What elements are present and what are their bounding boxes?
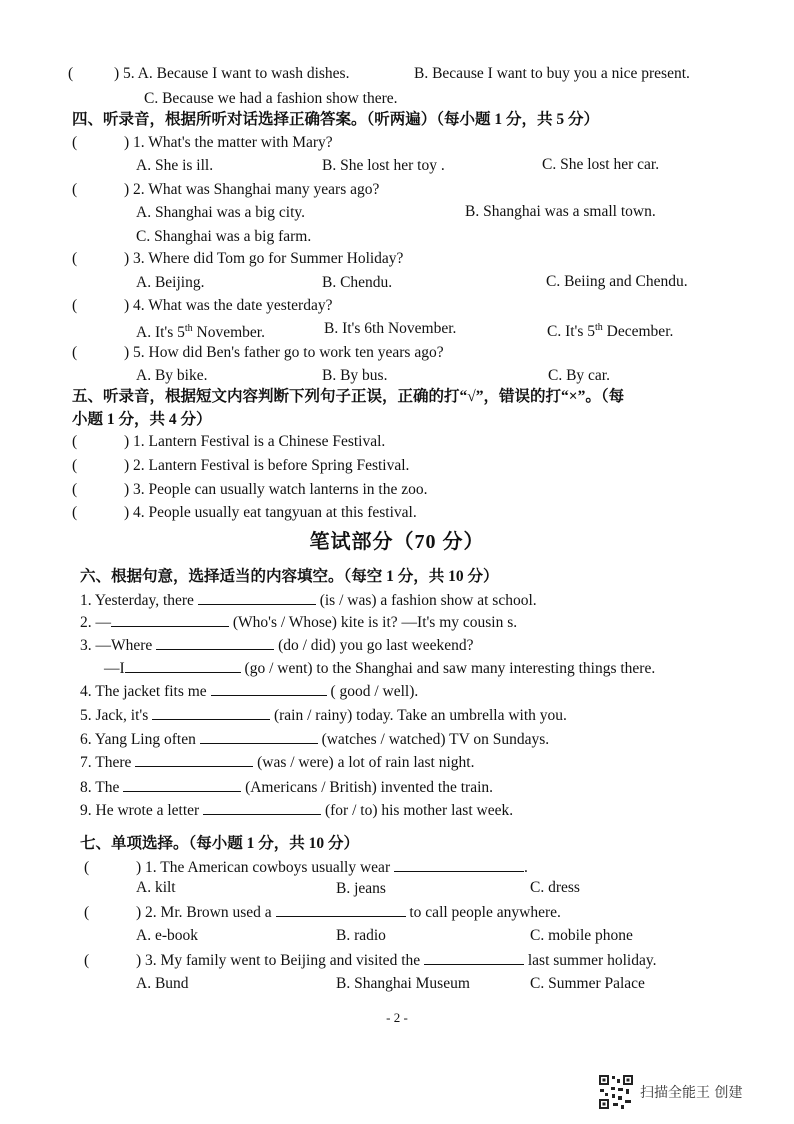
s7-q2-a: A. e-book xyxy=(136,927,198,944)
s4-q3-stem: ( ) 3. Where did Tom go for Summer Holiday? xyxy=(72,250,404,267)
answer-paren[interactable]: ( xyxy=(84,952,90,969)
answer-paren[interactable]: ( xyxy=(72,504,78,521)
s7-q1-a: A. kilt xyxy=(136,879,176,896)
s5-item-2: ( ) 2. Lantern Festival is before Spring Festival. xyxy=(72,457,410,474)
q3-5-option-c: C. Because we had a fashion show there. xyxy=(144,90,398,107)
answer-paren[interactable]: ( xyxy=(72,457,78,474)
s4-q3-b: B. Chendu. xyxy=(322,274,393,291)
s7-q2-c: C. mobile phone xyxy=(530,927,633,944)
s7-q1-c: C. dress xyxy=(530,879,580,896)
s6-q4: 4. The jacket fits me ( good / well). xyxy=(80,683,419,700)
scanner-footer-text: 扫描全能王 创建 xyxy=(640,1085,743,1101)
s7-q2-stem: ( ) 2. Mr. Brown used a to call people anywhere. xyxy=(84,904,561,921)
s7-q3-c: C. Summer Palace xyxy=(530,975,645,992)
fill-blank[interactable] xyxy=(135,752,253,767)
answer-paren[interactable]: ( xyxy=(68,65,74,82)
s6-q3b: —I (go / went) to the Shanghai and saw many interesting things there. xyxy=(104,660,656,677)
s7-q3-stem: ( ) 3. My family went to Beijing and visited the last summer holiday. xyxy=(84,952,657,969)
s4-q2-stem: ( ) 2. What was Shanghai many years ago? xyxy=(72,181,380,198)
section-5-heading-line1: 五、听录音，根据短文内容判断下列句子正误，正确的打“√”，错误的打“×”。（每 xyxy=(72,388,625,405)
answer-paren[interactable]: ( xyxy=(72,250,78,267)
s6-q2: 2. — (Who's / Whose) kite is it? —It's my cousin s. xyxy=(80,614,518,631)
s6-q1: 1. Yesterday, there (is / was) a fashion show at school. xyxy=(80,592,537,609)
q3-5-stem: ) 5. A. Because I want to wash dishes. xyxy=(114,65,350,82)
s4-q4-a: A. It's 5th November. xyxy=(136,323,265,342)
s4-q1-stem: ( ) 1. What's the matter with Mary? xyxy=(72,134,333,151)
fill-blank[interactable] xyxy=(125,658,241,673)
fill-blank[interactable] xyxy=(198,590,316,605)
s6-q3: 3. —Where (do / did) you go last weekend? xyxy=(80,637,474,654)
s7-q1-stem: ( ) 1. The American cowboys usually wear . xyxy=(84,859,528,876)
s4-q5-a: A. By bike. xyxy=(136,367,208,384)
fill-blank[interactable] xyxy=(394,857,524,872)
s4-q5-c: C. By car. xyxy=(548,367,610,384)
fill-blank[interactable] xyxy=(156,635,274,650)
s4-q2-c: C. Shanghai was a big farm. xyxy=(136,228,312,245)
s6-q9: 9. He wrote a letter (for / to) his mother last week. xyxy=(80,802,514,819)
s4-q5-b: B. By bus. xyxy=(322,367,388,384)
answer-paren[interactable]: ( xyxy=(72,344,78,361)
answer-paren[interactable]: ( xyxy=(72,181,78,198)
s4-q4-b: B. It's 6th November. xyxy=(324,320,457,337)
s5-item-4: ( ) 4. People usually eat tangyuan at this festival. xyxy=(72,504,417,521)
answer-paren[interactable]: ( xyxy=(72,134,78,151)
s4-q1-c: C. She lost her car. xyxy=(542,156,660,173)
s4-q3-a: A. Beijing. xyxy=(136,274,205,291)
s7-q2-b: B. radio xyxy=(336,927,386,944)
s4-q3-c: C. Beiing and Chendu. xyxy=(546,273,688,290)
q3-5-line xyxy=(68,64,349,84)
answer-paren[interactable]: ( xyxy=(84,904,90,921)
s6-q5: 5. Jack, it's (rain / rainy) today. Take an umbrella with you. xyxy=(80,707,567,724)
s7-q1-b: B. jeans xyxy=(336,880,386,897)
fill-blank[interactable] xyxy=(276,902,406,917)
section-7-heading: 七、单项选择。（每小题 1 分，共 10 分） xyxy=(80,835,360,852)
s4-q4-c: C. It's 5th December. xyxy=(547,322,674,341)
answer-paren[interactable]: ( xyxy=(72,433,78,450)
s5-item-3: ( ) 3. People can usually watch lanterns in the zoo. xyxy=(72,481,428,498)
section-4-heading: 四、听录音，根据所听对话选择正确答案。（听两遍）（每小题 1 分，共 5 分） xyxy=(72,111,600,128)
fill-blank[interactable] xyxy=(123,777,241,792)
s7-q3-a: A. Bund xyxy=(136,975,189,992)
page-number: - 2 - xyxy=(386,1010,408,1025)
s6-q6: 6. Yang Ling often (watches / watched) TV on Sundays. xyxy=(80,731,550,748)
s4-q4-stem: ( ) 4. What was the date yesterday? xyxy=(72,297,333,314)
qr-code-icon xyxy=(598,1074,634,1110)
written-part-title: 笔试部分（70 分） xyxy=(309,531,485,553)
fill-blank[interactable] xyxy=(111,612,229,627)
fill-blank[interactable] xyxy=(152,705,270,720)
section-5-heading-line2: 小题 1 分，共 4 分） xyxy=(72,411,212,428)
fill-blank[interactable] xyxy=(203,800,321,815)
q3-5-option-b: B. Because I want to buy you a nice present. xyxy=(414,65,690,82)
s7-q3-b: B. Shanghai Museum xyxy=(336,975,470,992)
s4-q1-b: B. She lost her toy . xyxy=(322,157,445,174)
scanner-footer xyxy=(598,1074,742,1110)
s4-q5-stem: ( ) 5. How did Ben's father go to work ten years ago? xyxy=(72,344,444,361)
s6-q7: 7. There (was / were) a lot of rain last night. xyxy=(80,754,475,771)
s5-item-1: ( ) 1. Lantern Festival is a Chinese Festival. xyxy=(72,433,386,450)
s4-q2-a: A. Shanghai was a big city. xyxy=(136,204,306,221)
answer-paren[interactable]: ( xyxy=(72,481,78,498)
fill-blank[interactable] xyxy=(200,729,318,744)
s4-q2-b: B. Shanghai was a small town. xyxy=(465,203,656,220)
s6-q8: 8. The (Americans / British) invented the train. xyxy=(80,779,494,796)
answer-paren[interactable]: ( xyxy=(84,859,90,876)
answer-paren[interactable]: ( xyxy=(72,297,78,314)
section-6-heading: 六、根据句意，选择适当的内容填空。（每空 1 分，共 10 分） xyxy=(80,568,499,585)
fill-blank[interactable] xyxy=(424,950,524,965)
fill-blank[interactable] xyxy=(211,681,327,696)
s4-q1-a: A. She is ill. xyxy=(136,157,214,174)
